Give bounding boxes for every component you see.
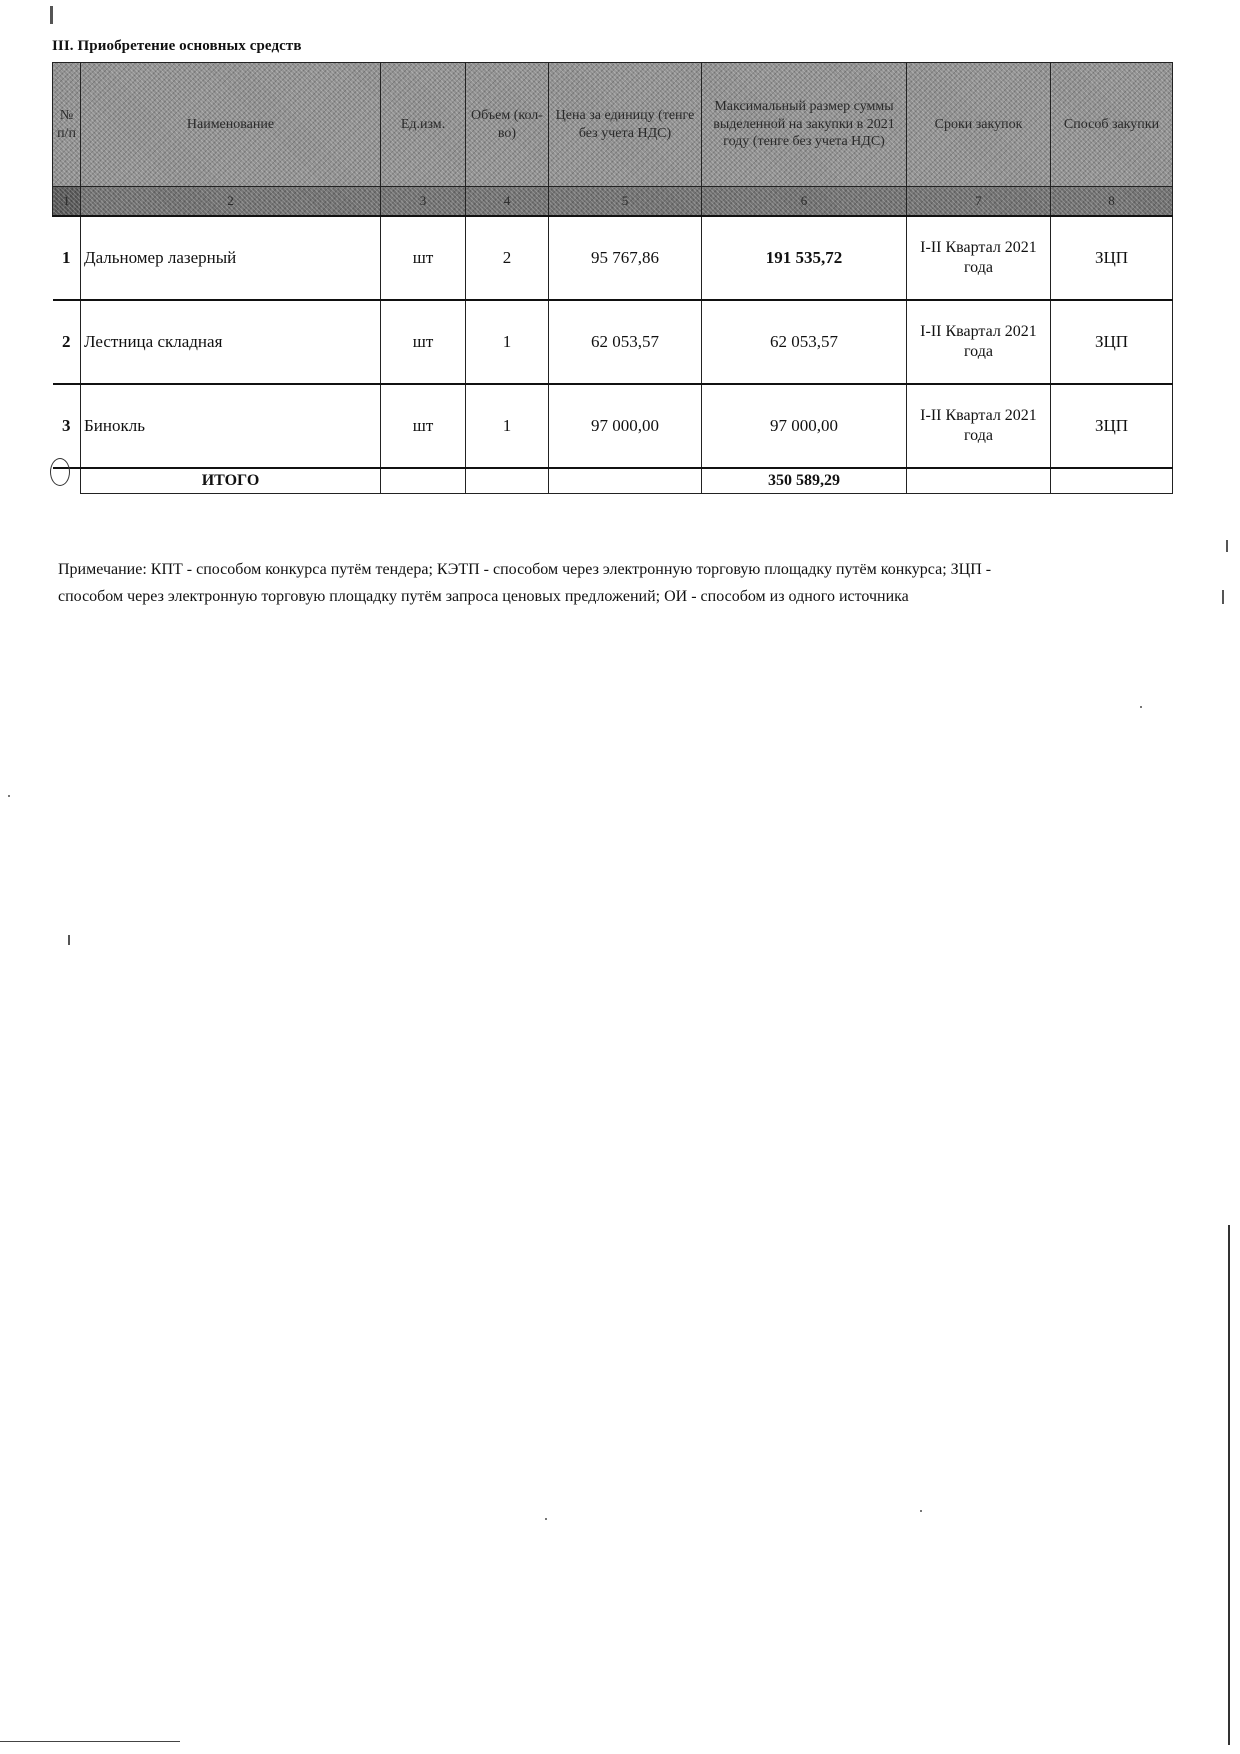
- item-price: 97 000,00: [549, 384, 702, 468]
- item-unit: шт: [381, 384, 466, 468]
- header-number-cell: 2: [81, 187, 381, 217]
- header-num: № п/п: [53, 63, 81, 187]
- item-name: Лестница складная: [81, 300, 381, 384]
- item-total: 97 000,00: [702, 384, 907, 468]
- item-method: ЗЦП: [1051, 216, 1173, 300]
- total-row: [53, 468, 1173, 494]
- item-total: 191 535,72: [702, 216, 907, 300]
- scan-mark: [50, 6, 53, 24]
- scan-dot: [1140, 706, 1142, 708]
- table-row: [53, 300, 1173, 384]
- total-label: ИТОГО: [81, 468, 381, 494]
- row-number: 2: [53, 300, 81, 384]
- item-price: 95 767,86: [549, 216, 702, 300]
- footnote: [58, 556, 1168, 610]
- total-empty-cell: [1051, 468, 1173, 494]
- item-total: 62 053,57: [702, 300, 907, 384]
- header-unit: Ед.изм.: [381, 63, 466, 187]
- footnote-line: Примечание: КПТ - способом конкурса путём тендера; КЭТП - способом через электронную торговую площадку путём конкурса; ЗЦП -: [58, 561, 992, 578]
- item-qty: 1: [466, 384, 549, 468]
- item-name: Бинокль: [81, 384, 381, 468]
- circle-mark-icon: [50, 458, 70, 486]
- scan-dot: [545, 1518, 547, 1520]
- scan-mark: [1222, 590, 1224, 604]
- footnote-line: способом через электронную торговую площадку путём запроса ценовых предложений; ОИ - способом из одного источника: [58, 588, 909, 605]
- item-method: ЗЦП: [1051, 300, 1173, 384]
- header-price: Цена за единицу (тенге без учета НДС): [549, 63, 702, 187]
- header-number-cell: 7: [907, 187, 1051, 217]
- header-period: Сроки закупок: [907, 63, 1051, 187]
- item-price: 62 053,57: [549, 300, 702, 384]
- item-qty: 2: [466, 216, 549, 300]
- header-total: Максимальный размер суммы выделенной на закупки в 2021 году (тенге без учета НДС): [702, 63, 907, 187]
- table-header-numbers-row: [53, 187, 1173, 217]
- item-unit: шт: [381, 300, 466, 384]
- header-number-cell: 1: [53, 187, 81, 217]
- header-number-cell: 8: [1051, 187, 1173, 217]
- table-row: [53, 384, 1173, 468]
- header-method: Способ закупки: [1051, 63, 1173, 187]
- header-number-cell: 6: [702, 187, 907, 217]
- row-number: 1: [53, 216, 81, 300]
- item-method: ЗЦП: [1051, 384, 1173, 468]
- page-bottom-line: [0, 1741, 180, 1742]
- total-empty-cell: [381, 468, 466, 494]
- scan-dot: [920, 1510, 922, 1512]
- scan-mark: [68, 935, 70, 945]
- header-number-cell: 3: [381, 187, 466, 217]
- item-period: I-II Квартал 2021 года: [907, 384, 1051, 468]
- header-number-cell: 5: [549, 187, 702, 217]
- scan-dot: [8, 795, 10, 797]
- header-number-cell: 4: [466, 187, 549, 217]
- total-empty-cell: [549, 468, 702, 494]
- table-row: [53, 216, 1173, 300]
- item-name: Дальномер лазерный: [81, 216, 381, 300]
- header-qty: Объем (кол-во): [466, 63, 549, 187]
- item-period: I-II Квартал 2021 года: [907, 300, 1051, 384]
- total-value: 350 589,29: [702, 468, 907, 494]
- header-name: Наименование: [81, 63, 381, 187]
- total-empty-cell: [907, 468, 1051, 494]
- row-number: 3: [53, 384, 81, 468]
- table-header-row: [53, 63, 1173, 187]
- item-period: I-II Квартал 2021 года: [907, 216, 1051, 300]
- scan-mark: [1226, 540, 1228, 552]
- item-qty: 1: [466, 300, 549, 384]
- fixed-assets-table: [52, 62, 1173, 494]
- item-unit: шт: [381, 216, 466, 300]
- section-title: III. Приобретение основных средств: [52, 38, 302, 54]
- page-edge-line: [1228, 1225, 1230, 1745]
- total-empty-cell: [466, 468, 549, 494]
